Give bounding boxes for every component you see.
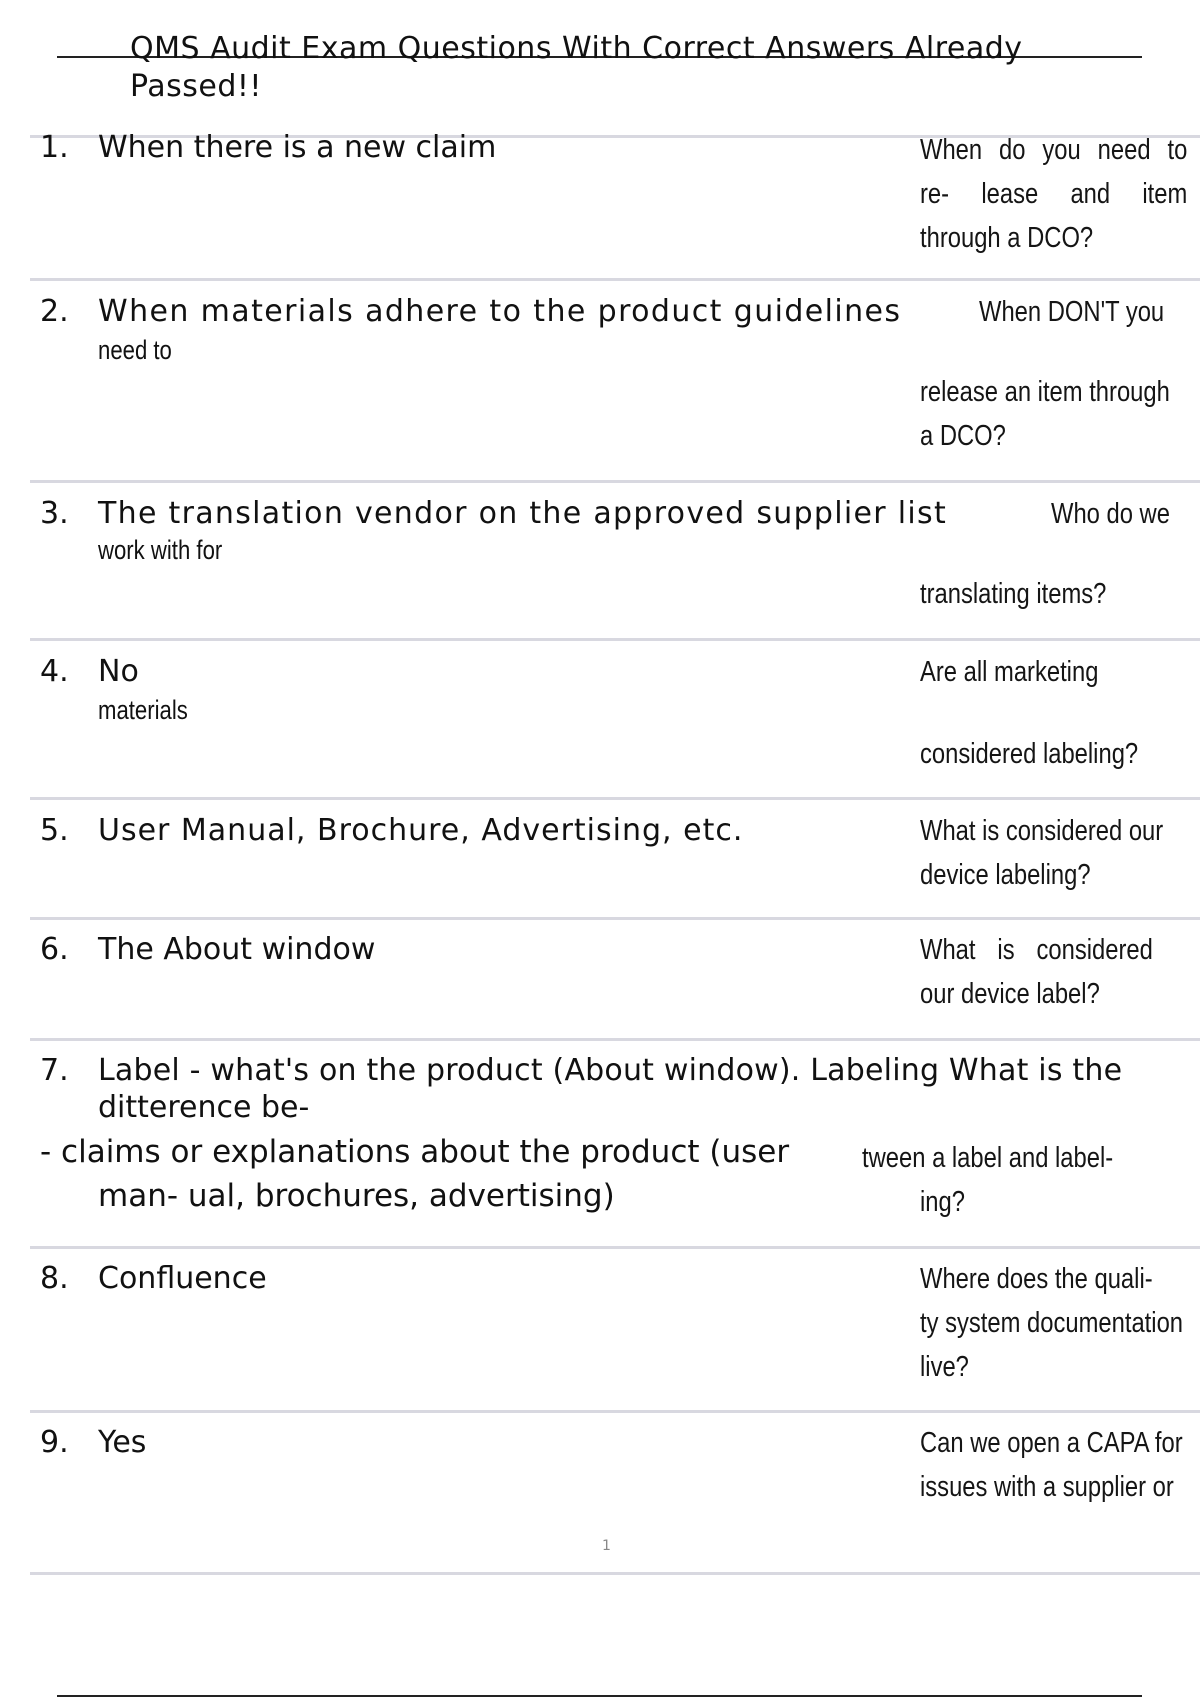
row-divider (30, 638, 1200, 641)
row-divider (30, 1038, 1200, 1041)
item-number: 7. (40, 1053, 69, 1088)
item-question-head: When DON'T you (979, 296, 1165, 328)
item-number: 1. (40, 130, 69, 165)
item-question-line (920, 128, 1187, 172)
item-answer: Label - what's on the product (About window). Labeling What is the (98, 1053, 1123, 1088)
item-number: 8. (40, 1261, 69, 1296)
question-word: you (1042, 134, 1081, 166)
item-answer: Confluence (98, 1261, 267, 1296)
question-word: and (1070, 178, 1111, 210)
row-divider (30, 1572, 1200, 1575)
row-divider (30, 480, 1200, 483)
item-number: 3. (40, 496, 69, 531)
item-question-line: release an item through (920, 376, 1170, 408)
item-number: 4. (40, 654, 69, 689)
item-number: 6. (40, 932, 69, 967)
question-word: lease (981, 178, 1039, 210)
item-question-line: device labeling? (920, 859, 1091, 891)
row-divider (30, 917, 1200, 920)
item-question-line: issues with a supplier or (920, 1471, 1174, 1503)
item-question-line: Can we open a CAPA for (920, 1427, 1183, 1459)
footer-rule (57, 1695, 1142, 1697)
item-answer: The About window (98, 932, 376, 967)
question-word: do (999, 134, 1026, 166)
title-line-2: Passed!! (130, 69, 262, 104)
item-answer-line-3: - claims or explanations about the product (user (40, 1134, 790, 1170)
item-question-line: What is considered our (920, 815, 1164, 847)
item-question-line: through a DCO? (920, 222, 1094, 254)
item-question-line: ing? (920, 1186, 965, 1218)
item-answer: When materials adhere to the product guidelines (98, 294, 902, 329)
question-word: re- (920, 178, 950, 210)
item-answer: The translation vendor on the approved supplier list (98, 496, 948, 531)
item-answer-line-2: ditterence be- (98, 1090, 310, 1125)
item-answer-line-4: man- ual, brochures, advertising) (98, 1178, 615, 1214)
item-answer-continued: need to (98, 335, 172, 365)
item-question-head: Are all marketing (920, 656, 1099, 688)
row-divider (30, 797, 1200, 800)
item-answer: User Manual, Brochure, Advertising, etc. (98, 813, 744, 848)
item-question-head: Who do we (1051, 498, 1170, 530)
question-word: When (920, 134, 983, 166)
item-question-line (920, 928, 1153, 972)
title-line-1: QMS Audit Exam Questions With Correct Answers Already (130, 31, 1023, 66)
question-word: What (920, 934, 976, 966)
item-answer-continued: work with for (98, 535, 223, 565)
item-question-line (920, 172, 1187, 216)
item-number: 5. (40, 813, 69, 848)
item-answer: No (98, 654, 139, 689)
question-word: to (1167, 134, 1188, 166)
item-number: 2. (40, 294, 69, 329)
question-word: is (997, 934, 1015, 966)
item-question-line: Where does the quali- (920, 1263, 1153, 1295)
item-answer: Yes (98, 1425, 147, 1460)
question-word: considered (1036, 934, 1153, 966)
document-title (130, 30, 1130, 106)
item-question-line: ty system documentation (920, 1307, 1184, 1339)
item-question-line: a DCO? (920, 420, 1006, 452)
item-question-line: live? (920, 1351, 969, 1383)
item-question-line: translating items? (920, 578, 1107, 610)
item-number: 9. (40, 1425, 69, 1460)
page-number: 1 (602, 1538, 611, 1554)
row-divider (30, 1246, 1200, 1249)
item-question-line: considered labeling? (920, 738, 1139, 770)
row-divider (30, 278, 1200, 281)
item-answer-continued: materials (98, 695, 188, 725)
row-divider (30, 1410, 1200, 1413)
item-answer: When there is a new claim (98, 130, 497, 165)
item-question-head: tween a label and label- (862, 1142, 1114, 1174)
question-word: need (1097, 134, 1151, 166)
question-word: item (1142, 178, 1188, 210)
item-question-line: our device label? (920, 978, 1100, 1010)
